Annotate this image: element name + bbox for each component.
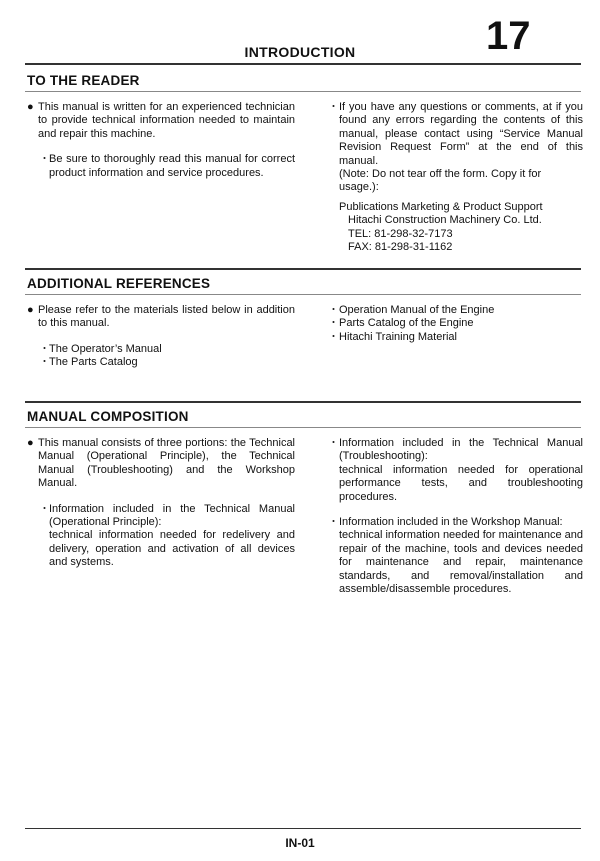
section-rule <box>25 427 581 428</box>
list-item <box>328 516 583 596</box>
sub-bullet-icon: ・ <box>39 342 50 355</box>
sub-bullet-icon: ・ <box>328 101 339 113</box>
list-item <box>328 331 583 344</box>
sub-bullet-text: technical information needed for maintenance and repair of the machine, tools and devices needed for maintenance and repair, maintenance standards, and removal/installation and assemble/disassemble procedures. <box>339 529 583 596</box>
list-item <box>328 304 583 317</box>
bullet-text: Please refer to the materials listed below in addition to this manual. <box>38 304 295 330</box>
header-rule <box>25 63 581 65</box>
manual-composition-left-column <box>27 437 295 570</box>
additional-references-left-column <box>27 304 295 370</box>
page-number: IN-01 <box>285 836 315 850</box>
sub-bullet-text: If you have any questions or comments, at if you found any errors regarding the contents of this manual, please contact using “Service Manual Revision Request Form” at the end of this manual. <box>339 101 583 167</box>
list-item <box>27 437 295 491</box>
sub-bullet-icon: ・ <box>328 516 339 529</box>
bullet-icon: ● <box>27 437 34 449</box>
sub-bullet-icon: ・ <box>39 356 50 369</box>
list-item <box>27 356 295 369</box>
section-rule <box>25 91 581 92</box>
to-the-reader-left-column <box>27 101 295 180</box>
sub-bullet-icon: ・ <box>39 153 50 166</box>
sub-bullet-heading: Information included in the Workshop Manual: <box>339 516 563 529</box>
bullet-icon: ● <box>27 101 34 113</box>
contact-company: Hitachi Construction Machinery Co. Ltd. <box>348 214 542 227</box>
sub-bullet-text: Hitachi Training Material <box>339 330 457 343</box>
list-item <box>27 153 295 180</box>
contact-tel: TEL: 81-298-32-7173 <box>348 227 453 240</box>
sub-bullet-icon: ・ <box>328 304 339 316</box>
list-item <box>27 503 295 570</box>
section-rule <box>25 294 581 295</box>
contact-dept: Publications Marketing & Product Support <box>339 200 543 213</box>
sub-bullet-text: Parts Catalog of the Engine <box>339 317 474 330</box>
to-the-reader-right-column <box>328 101 583 254</box>
sub-bullet-text: The Operator’s Manual <box>49 342 162 355</box>
sub-bullet-text: Be sure to thoroughly read this manual for correct product information and service procedures. <box>49 153 295 179</box>
section-title-to-the-reader: TO THE READER <box>27 73 140 88</box>
chapter-number: 17 <box>486 14 531 58</box>
bullet-text: This manual is written for an experienced technician to provide technical information needed to maintain and repair this machine. <box>38 101 295 140</box>
list-item <box>328 101 583 168</box>
manual-composition-right-column <box>328 437 583 596</box>
bullet-text: This manual consists of three portions: the Technical Manual (Operational Principle), the Technical Manual (Troubleshooting) and the Workshop Manual. <box>38 437 295 490</box>
list-item <box>27 101 295 141</box>
list-item <box>27 304 295 331</box>
contact-fax: FAX: 81-298-31-1162 <box>348 241 453 254</box>
sub-bullet-icon: ・ <box>328 437 339 449</box>
sub-bullet-text: Operation Manual of the Engine <box>339 304 495 316</box>
sub-bullet-heading: Information included in the Technical Manual (Troubleshooting): <box>339 437 583 463</box>
bullet-icon: ● <box>27 304 34 316</box>
section-rule <box>25 268 581 270</box>
section-title-additional-references: ADDITIONAL REFERENCES <box>27 276 211 291</box>
sub-bullet-text: technical information needed for redelivery and delivery, operation and activation of all devices and systems. <box>49 529 295 569</box>
list-item <box>328 437 583 504</box>
list-item <box>27 343 295 356</box>
note-text: (Note: Do not tear off the form. Copy it for usage.): <box>339 168 542 194</box>
sub-bullet-icon: ・ <box>328 330 339 343</box>
sub-bullet-heading: Information included in the Technical Manual (Operational Principle): <box>49 502 295 529</box>
additional-references-right-column <box>328 304 583 344</box>
section-rule <box>25 401 581 403</box>
sub-bullet-text: technical information needed for operational performance tests, and troubleshooting procedures. <box>339 463 583 503</box>
sub-bullet-text: The Parts Catalog <box>49 356 138 369</box>
list-item <box>328 317 583 330</box>
sub-bullet-icon: ・ <box>328 317 339 330</box>
footer-rule <box>25 828 581 829</box>
page-title: INTRODUCTION <box>244 44 356 60</box>
sub-bullet-icon: ・ <box>39 502 50 515</box>
section-title-manual-composition: MANUAL COMPOSITION <box>27 409 189 424</box>
